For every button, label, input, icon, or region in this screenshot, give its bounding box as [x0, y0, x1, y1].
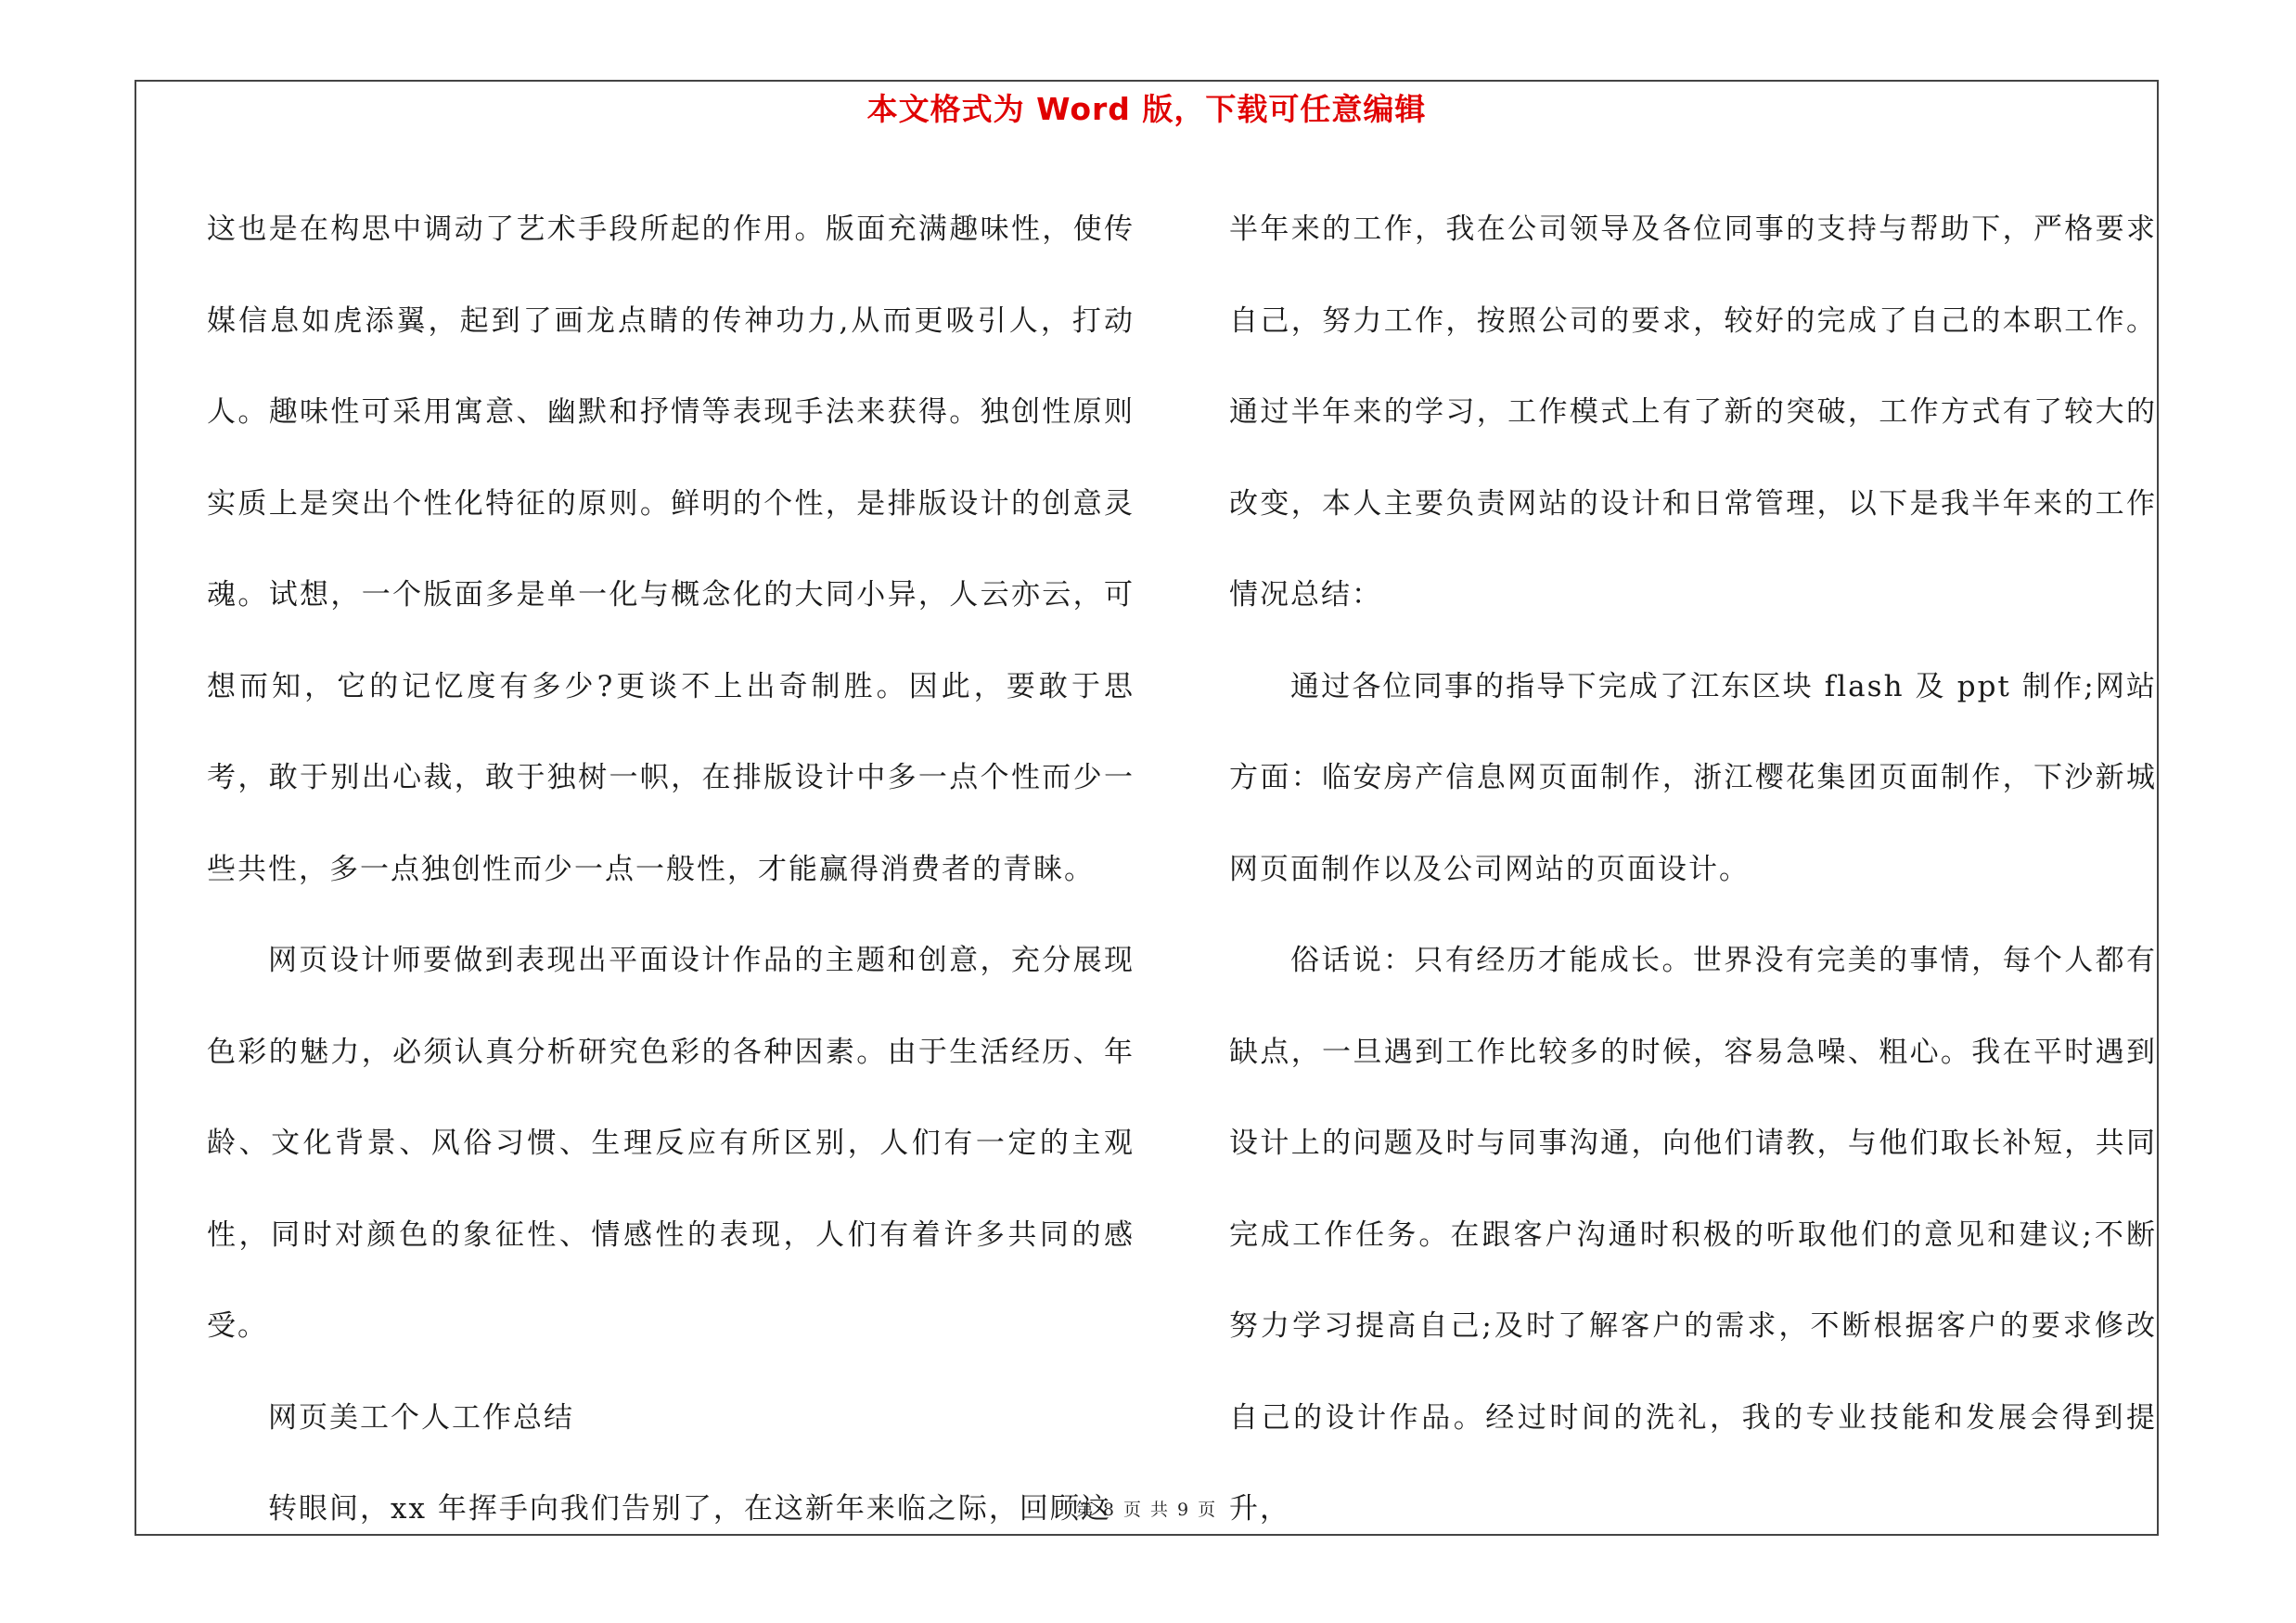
right-paragraph-1: 半年来的工作，我在公司领导及各位同事的支持与帮助下，严格要求自己，努力工作，按照公司的要求，较好的完成了自己的本职工作。通过半年来的学习，工作模式上有了新的突破，工作方式有了较大的改变，本人主要负责网站的设计和日常管理，以下是我半年来的工作情况总结：: [1229, 213, 2157, 612]
right-paragraph-3: 俗话说：只有经历才能成长。世界没有完美的事情，每个人都有缺点，一旦遇到工作比较多的时候，容易急噪、粗心。我在平时遇到设计上的问题及时与同事沟通，向他们请教，与他们取长补短，共同完成工作任务。在跟客户沟通时积极的听取他们的意见和建议;不断努力学习提高自己;及时了解客户的需求，不断根据客户的要求修改自己的设计作品。经过时间的洗礼，我的专业技能和发展会得到提升，: [1229, 944, 2157, 1526]
right-column: [1229, 184, 2157, 1555]
left-paragraph-2: 网页设计师要做到表现出平面设计作品的主题和创意，充分展现色彩的魅力，必须认真分析研究色彩的各种因素。由于生活经历、年龄、文化背景、风俗习惯、生理反应有所区别，人们有一定的主观性，同时对颜色的象征性、情感性的表现，人们有着许多共同的感受。: [207, 944, 1135, 1343]
left-paragraph-4: 转眼间，xx 年挥手向我们告别了，在这新年来临之际，回顾这: [268, 1492, 1111, 1526]
left-paragraph-1: 这也是在构思中调动了艺术手段所起的作用。版面充满趣味性，使传媒信息如虎添翼，起到了画龙点睛的传神功力,从而更吸引人，打动人。趣味性可采用寓意、幽默和抒情等表现手法来获得。独创性原则实质上是突出个性化特征的原则。鲜明的个性，是排版设计的创意灵魂。试想，一个版面多是单一化与概念化的大同小异，人云亦云，可想而知，它的记忆度有多少?更谈不上出奇制胜。因此，要敢于思考，敢于别出心裁，敢于独树一帜，在排版设计中多一点个性而少一些共性，多一点独创性而少一点一般性，才能赢得消费者的青睐。: [207, 213, 1135, 886]
section-heading: 网页美工个人工作总结: [268, 1400, 574, 1435]
left-column: [207, 184, 1135, 1555]
page-number-footer: 第 8 页 共 9 页: [1075, 1500, 1218, 1520]
header-banner: 本文格式为 Word 版，下载可任意编辑: [866, 91, 1427, 127]
right-paragraph-2: 通过各位同事的指导下完成了江东区块 flash 及 ppt 制作;网站方面：临安房产信息网页面制作，浙江樱花集团页面制作，下沙新城网页面制作以及公司网站的页面设计。: [1229, 669, 2157, 886]
